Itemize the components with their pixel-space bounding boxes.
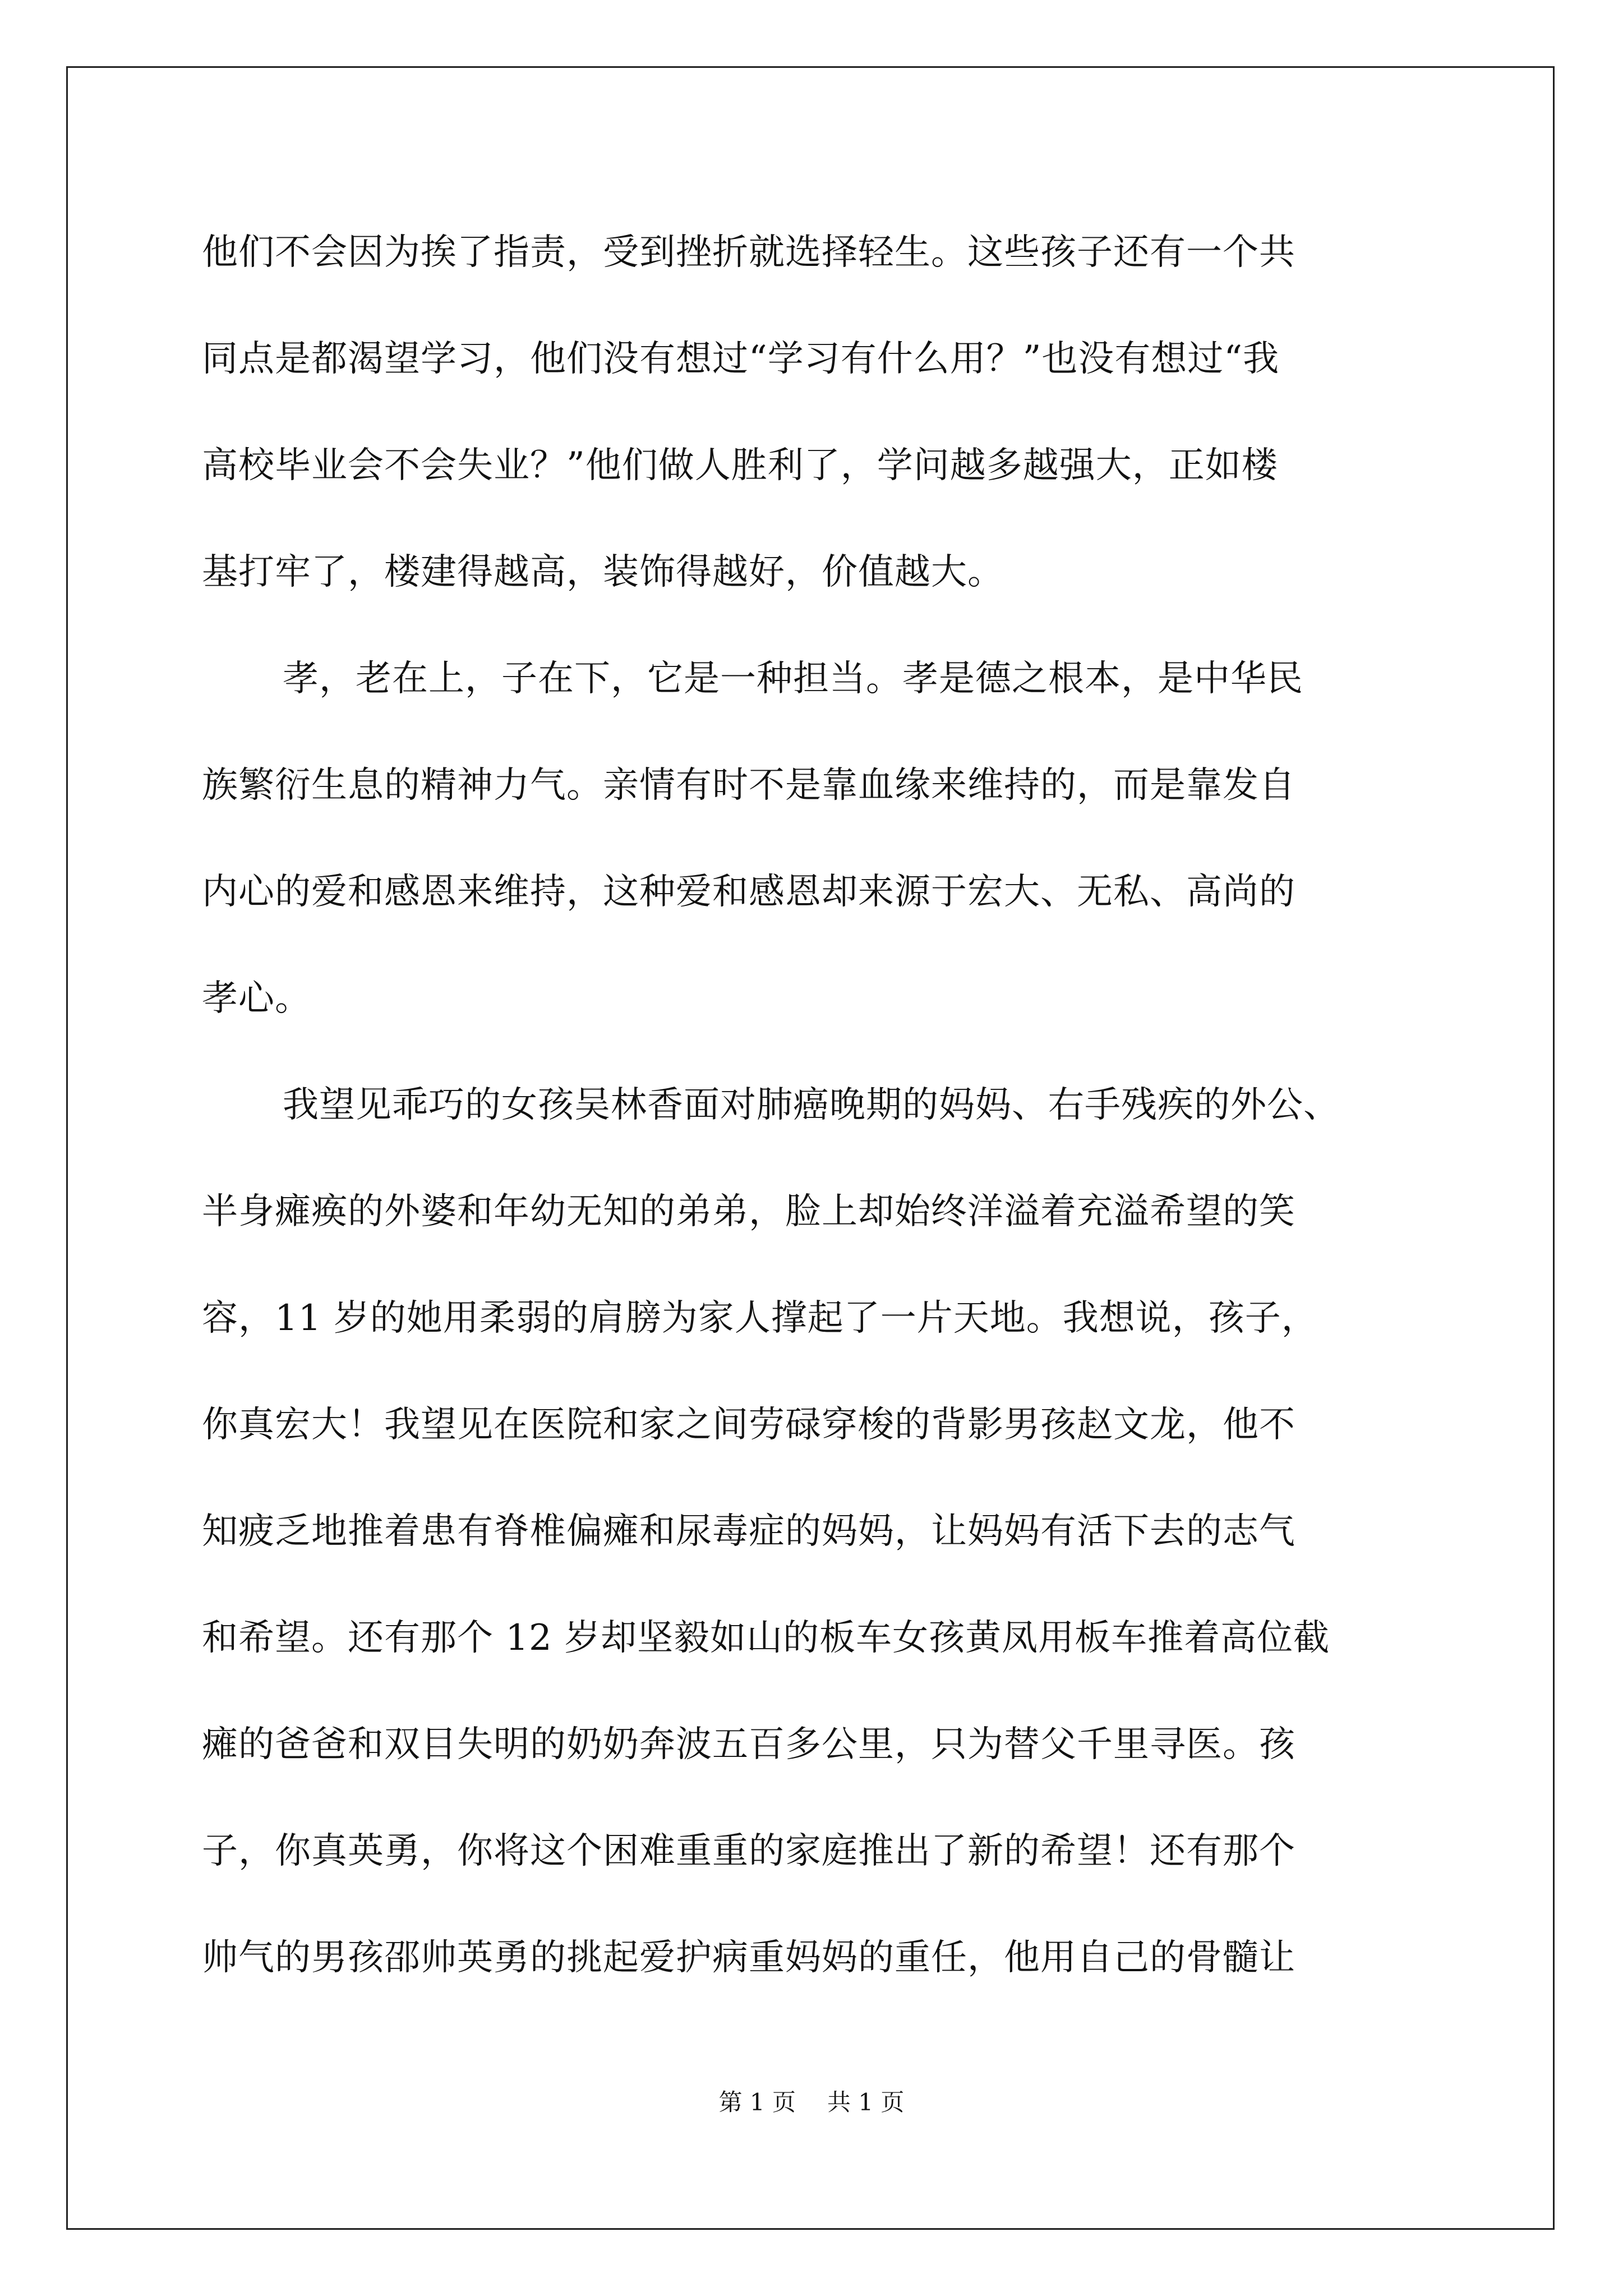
text-line: 子，你真英勇，你将这个困难重重的家庭推出了新的希望！还有那个 [202,1830,1295,1872]
page-total: 共 1 页 [827,2088,905,2116]
text-line: 基打牢了，楼建得越高，装饰得越好，价值越大。 [202,551,1004,593]
paragraph-first-line: 我望见乖巧的女孩吴林香面对肺癌晚期的妈妈、右手残疾的外公、 [283,1084,1340,1126]
text-line: 帅气的男孩邵帅英勇的挑起爱护病重妈妈的重任，他用自己的骨髓让 [202,1937,1295,1978]
text-line: 同点是都渴望学习，他们没有想过“学习有什么用？”也没有想过“我 [202,338,1280,380]
text-line: 半身瘫痪的外婆和年幼无知的弟弟，脸上却始终洋溢着充溢希望的笑 [202,1191,1295,1232]
text-line: 他们不会因为挨了指责，受到挫折就选择轻生。这些孩子还有一个共 [202,232,1295,273]
text-line: 知疲乏地推着患有脊椎偏瘫和尿毒症的妈妈，让妈妈有活下去的志气 [202,1511,1295,1552]
text-line: 你真宏大！我望见在医院和家之间劳碌穿梭的背影男孩赵文龙，他不 [202,1404,1295,1446]
document-body [202,210,1436,2022]
text-line: 内心的爱和感恩来维持，这种爱和感恩却来源于宏大、无私、高尚的 [202,871,1295,913]
text-line: 高校毕业会不会失业？”他们做人胜利了，学问越多越强大，正如楼 [202,445,1278,486]
text-line: 和希望。还有那个 12 岁却坚毅如山的板车女孩黄凤用板车推着高位截 [202,1617,1330,1659]
page-footer [0,2084,1623,2118]
text-line: 瘫的爸爸和双目失明的奶奶奔波五百多公里，只为替父千里寻医。孩 [202,1724,1295,1765]
text-line: 族繁衍生息的精神力气。亲情有时不是靠血缘来维持的，而是靠发自 [202,765,1295,806]
page-number: 第 1 页 [718,2088,796,2116]
text-line: 容，11 岁的她用柔弱的肩膀为家人撑起了一片天地。我想说，孩子， [202,1297,1318,1339]
paragraph-first-line: 孝，老在上，子在下，它是一种担当。孝是德之根本，是中华民 [283,658,1303,700]
text-line: 孝心。 [202,978,311,1019]
